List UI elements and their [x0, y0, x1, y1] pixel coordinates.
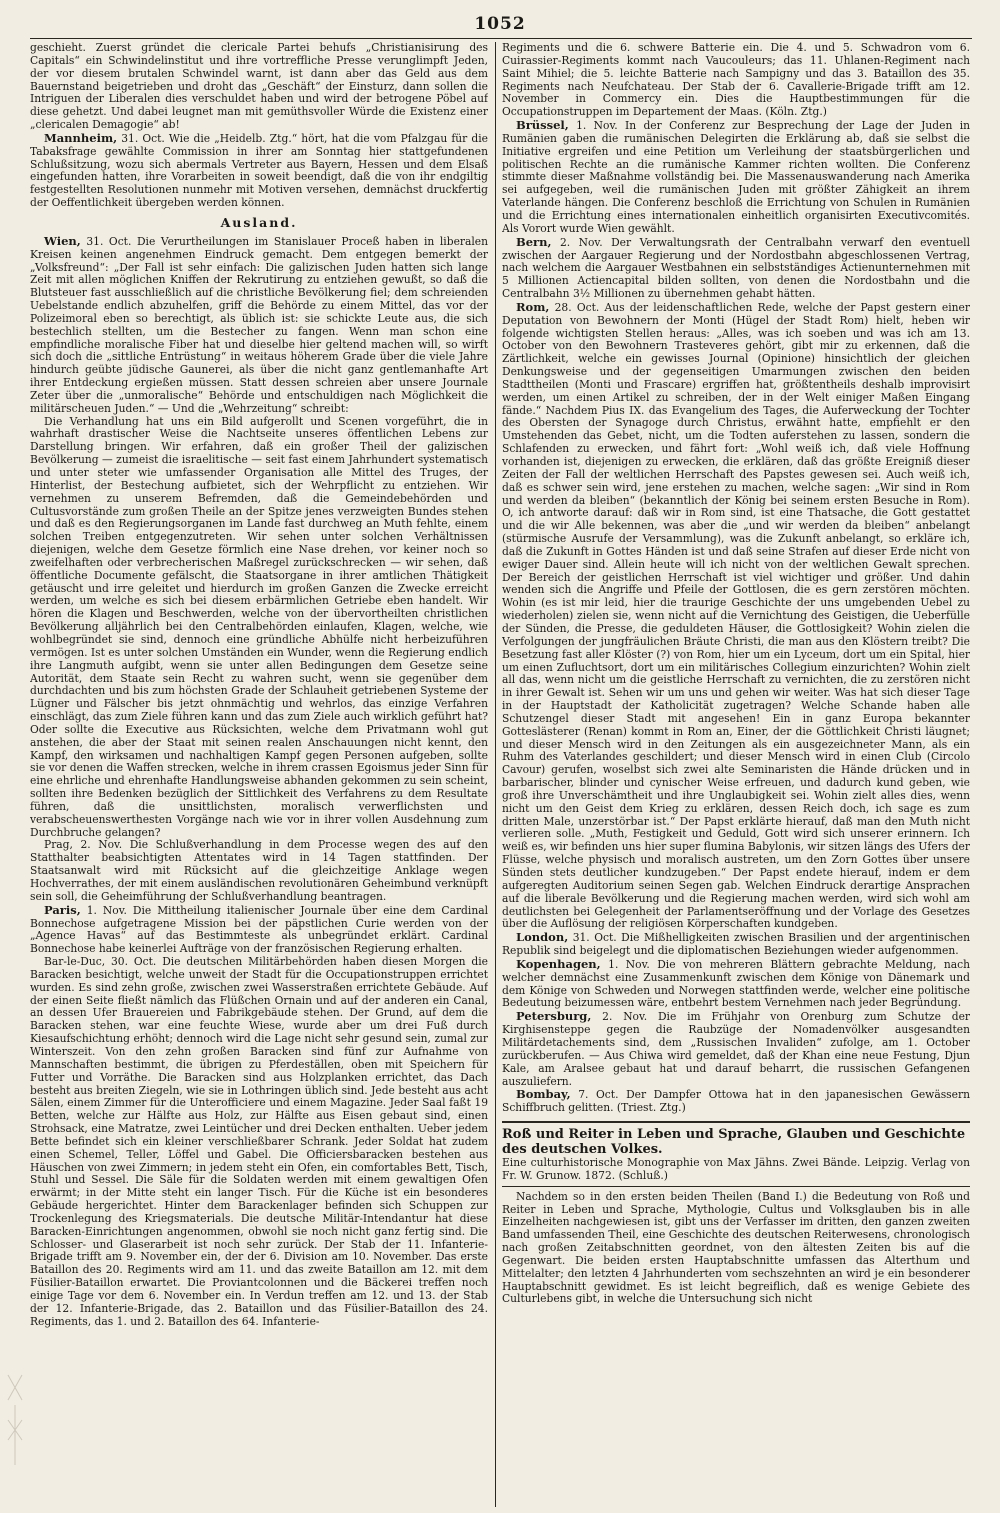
dateline-mannheim: Mannheim, — [44, 130, 118, 145]
article-rom — [502, 301, 970, 931]
article-london-text: 31. Oct. Die Mißhelligkeiten zwischen Brasilien und der argentinischen Republik sind beigelegt und die diplomatischen Beziehungen wieder aufgenommen. — [502, 931, 970, 958]
dateline-bombay: Bombay, — [516, 1087, 571, 1102]
article-kopenhagen — [502, 958, 970, 1010]
feuilleton-header — [502, 1121, 970, 1187]
article-wehrzeitung-quote: Die Verhandlung hat uns ein Bild aufgerollt und Scenen vorgeführt, die in wahrhaft drastischer Weise die Nachtseite unseres öffentlichen Lebens zur Darstellung bringen. Wir erfahren, daß ein großer Theil der galizischen Bevölkerung — zumeist die israelitische — seit fast einem Jahrhundert systematisch und unter steter wie umfassender Organisation alle Mittel des Truges, der Hinterlist, der Bestechung aufbietet, sich der Wehrpflicht zu entziehen. Wir vernehmen zu unserem Befremden, daß die Gemeindebehörden und Cultusvorstände zum großen Theile an der Spitze jenes verzweigten Bundes stehen und daß es den Regierungsorganen im Lande fast durchweg an Muth fehlte, einem solchen Treiben entgegenzutreten. Wir sehen unter solchen Verhältnissen diejenigen, welche dem Gesetze förmlich eine Nase drehen, vor keiner noch so zweifelhaften oder verbrecherischen Maßregel zurückschrecken — wir sehen, daß öffentliche Documente gefälscht, die Staatsorgane in ihrer amtlichen Thätigkeit getäuscht und irre geleitet und hierdurch im großen Ganzen die Zwecke erreicht werden, um welche es sich bei diesem erbärmlichen Getriebe eben handelt. Wir hören die Klagen und Beschwerden, welche von der übervortheilten christlichen Bevölkerung alljährlich bei den Centralbehörden einlaufen, Klagen, welche, wie wohlbegründet sie sind, dennoch eine gründliche Abhülfe nicht herbeizuführen vermögen. Ist es unter solchen Umständen ein Wunder, wenn die Regierung endlich ihre Langmuth aufgibt, wenn sie unter allen Bedingungen dem Gesetze seine Autorität, dem Staate sein Recht zu wahren sucht, wenn sie gegenüber dem durchdachten und bis zum höchsten Grade der Schlauheit getriebenen Systeme der Lügner und Fälscher bis jetzt ohnmächtig und wehrlos, das einzige Verfahren einschlägt, das zum Ziele führen kann und das zum Ziele auch wirklich geführt hat? Oder sollte die Executive aus Rücksichten, welche dem Privatmann wohl gut anstehen, die aber der Staat mit seinen realen Anschauungen nicht kennt, den Kampf, den wirksamen und nachhaltigen Kampf gegen Personen aufgeben, sollte sie vor denen die Waffen strecken, welche in ihrem crassen Egoismus jeder Sinn für eine ehrliche und ehrenhafte Handlungsweise abhanden gekommen zu sein scheint, sollten ihre Bedenken bezüglich der Sittlichkeit des Verfahrens zu dem Resultate führen, daß die unsittlichsten, moralisch verwerflichsten und verabscheuenswerthesten Vorgänge nach wie vor in ihrer vollen Ausdehnung zum Durchbruche gelangen? — [30, 414, 488, 839]
dateline-paris: Paris, — [44, 902, 81, 917]
article-bruessel-text: 1. Nov. In der Conferenz zur Besprechung der Lage der Juden in Rumänien gaben die rumänischen Delegirten die Erklärung ab, daß sie selbst die Initiative ergreifen und eine Petition um Verleihung der staatsbürgerlichen und politischen Rechte an die rumänische Kammer richten wollten. Die Conferenz stimmte dieser Maßnahme vollständig bei. Die Massenauswanderung nach Amerika sei aufgegeben, weil die rumänischen Juden mit größter Zähigkeit an ihrem Vaterlande hängen. Die Conferenz beschloß die Errichtung von Schulen in Rumänien und die Errichtung eines internationalen einheitlich organisirten Executivcomités. Als Vorort wurde Wien gewählt. — [502, 119, 970, 235]
article-bruessel — [502, 119, 970, 236]
article-mannheim-text: 31. Oct. Wie die „Heidelb. Ztg.“ hört, hat die vom Pfalzgau für die Tabaksfrage gewählte Commission in ihrer am Sonntag hier stattgefundenen Schlußsitzung, wozu sich abermals Vertreter aus Bayern, Hessen und dem Elsaß eingefunden hatten, ihre Vorarbeiten in soweit beendigt, daß die von ihr endgiltig festgestellten Resolutionen nunmehr mit Motiven versehen, demnächst druckfertig der Oeffentlichkeit übergeben werden können. — [30, 131, 488, 210]
article-wien — [30, 235, 488, 416]
article-paris-text: 1. Nov. Die Mittheilung italienischer Journale über eine dem Cardinal Bonnechose aufgetragene Mission bei der päpstlichen Curie werden von der „Agence Havas“ auf das Bestimmteste als unbegründet erklärt. Cardinal Bonnechose habe keinerlei Aufträge von der französischen Regierung erhalten. — [30, 903, 488, 956]
column-divider — [495, 42, 496, 1507]
article-wien-text: 31. Oct. Die Verurtheilungen im Stanislauer Proceß haben in liberalen Kreisen keinen angenehmen Eindruck gemacht. Dem entgegen bemerkt der „Volksfreund“: „Der Fall ist sehr einfach: Die galizischen Juden hatten sich lange Zeit mit allen möglichen Kniffen der Rekrutirung zu entziehen gewußt, so daß die Blutsteuer fast ausschließlich auf die christliche Bevölkerung fiel; dem schreienden Uebelstande endlich abzuhelfen, griff die Behörde zu einem Mittel, das vor der Polizeimoral eben so berechtigt, als üblich ist: sie schickte Leute aus, die sich bestechlich stellten, um die Bestecher zu fangen. Wenn man schon eine empfindliche moralische Fiber hat und dieselbe hier geltend machen will, so wirft sich doch die „sittliche Entrüstung“ in weitaus höherem Grade über die viele Jahre hindurch geübte jüdische Gaunerei, als über die nicht ganz gentlemanhafte Art ihrer Entdeckung ergießen müssen. Statt dessen schreien aber unsere Journale Zeter über die „unmoralische“ Behörde und entschuldigen nach Möglichkeit die militärscheuen Juden.“ — Und die „Wehrzeitung“ schreibt: — [30, 234, 488, 415]
article-continuation: geschieht. Zuerst gründet die clericale Partei behufs „Christianisirung des Capitals“ ein Schwindelinstitut und ihre vortreffliche Presse verunglimpft Jeden, der vor diesem brutalen Schwindel warnt, ist dann aber das Geld aus dem Bauernstand beigetrieben und droht das „Geschäft“ der Einsturz, dann sollen die Intriguen der Liberalen dies verschuldet haben und wird der betrogene Pöbel auf diese gehetzt. Und dabei leugnet man mit gemüthsvoller Würde die Existenz einer „clericalen Demagogie“ ab! — [30, 42, 488, 132]
article-mannheim — [30, 132, 488, 210]
article-paris — [30, 904, 488, 956]
library-stamp-mark — [4, 1370, 26, 1470]
article-prag: Prag, 2. Nov. Die Schlußverhandlung in dem Processe wegen des auf den Statthalter beabsichtigten Attentates wird in 14 Tagen stattfinden. Der Staatsanwalt wird mit Rücksicht auf die gleichzeitige Anklage wegen Hochverrathes, der mit einem ausländischen revolutionären Geheimbund verknüpft sein soll, die Geheimführung der Schlußverhandlung beantragen. — [30, 838, 488, 903]
dateline-kopenhagen: Kopenhagen, — [516, 956, 601, 971]
dateline-bern: Bern, — [516, 234, 552, 249]
article-bern — [502, 236, 970, 301]
dateline-bruessel: Brüssel, — [516, 118, 569, 133]
feuilleton-body: Nachdem so in den ersten beiden Theilen (Band I.) die Bedeutung von Roß und Reiter in Leben und Sprache, Mythologie, Cultus und Volksglauben bis in alle Einzelheiten nachgewiesen ist, gibt uns der Verfasser im dritten, den ganzen zweiten Band umfassenden Theil, eine Geschichte des deutschen Reiterwesens, chronologisch nach großen Zeitabschnitten geordnet, von den ältesten Zeiten bis auf die Gegenwart. Die beiden ersten Hauptabschnitte umfassen das Alterthum und Mittelalter; den letzten 4 Jahrhunderten vom sechszehnten an wird je ein besonderer Hauptabschnitt gewidmet. Es ist leicht begreiflich, daß es wenige Gebiete des Culturlebens gibt, in welche die Untersuchung sich nicht — [502, 1189, 970, 1306]
dateline-wien: Wien, — [44, 233, 81, 248]
header-rule — [30, 38, 972, 39]
dateline-london: London, — [516, 930, 569, 945]
left-column — [30, 42, 488, 1502]
article-kopenhagen-text: 1. Nov. Die von mehreren Blättern gebrachte Meldung, nach welcher demnächst eine Zusammenkunft zwischen dem Könige von Dänemark und dem Könige von Schweden und Norwegen stattfinden werde, welcher eine politische Bedeutung beizumessen wäre, entbehrt bestem Vernehmen nach jeder Begründung. — [502, 957, 970, 1010]
dateline-petersburg: Petersburg, — [516, 1009, 592, 1024]
article-continuation-right: Regiments und die 6. schwere Batterie ein. Die 4. und 5. Schwadron vom 6. Cuirassier-Regiments kommt nach Vaucouleurs; das 11. Uhlanen-Regiment nach Saint Mihiel; die 5. leichte Batterie nach Sampigny und das 3. Bataillon des 35. Regiments nach Neufchateau. Der Stab der 6. Cavallerie-Brigade trifft am 12. November in Commercy ein. Dies die Hauptbestimmungen für die Occupationstruppen im Departement der Maas. (Köln. Ztg.) — [502, 42, 970, 119]
article-petersburg-text: 2. Nov. Die im Frühjahr von Orenburg zum Schutze der Kirghisensteppe gegen die Raubzüge der Nomadenvölker ausgesandten Militärdetachements sind, dem „Russischen Invaliden“ zufolge, am 1. October zurückberufen. — Aus Chiwa wird gemeldet, daß der Khan eine neue Festung, Djun Kale, am Aralsee gebaut hat und darauf beharrt, die russischen Gefangenen auszuliefern. — [502, 1010, 970, 1088]
dateline-rom: Rom, — [516, 299, 550, 314]
article-bombay — [502, 1088, 970, 1115]
section-heading-ausland: Ausland. — [220, 214, 298, 230]
article-bombay-text: 7. Oct. Der Dampfer Ottowa hat in den japanesischen Gewässern Schiffbruch gelitten. (Triest. Ztg.) — [502, 1088, 970, 1115]
right-column — [502, 42, 970, 1502]
article-rom-text: 28. Oct. Aus der leidenschaftlichen Rede, welche der Papst gestern einer Deputation von Bewohnern der Monti (Hügel der Stadt Rom) hielt, heben wir folgende wichtigsten Stellen heraus: „Alles, was ich soeben und was ich am 13. October von den Bewohnern Trasteveres gehört, gibt mir zu erkennen, daß die Zärtlichkeit, welche ein gewisses Journal (Opinione) hinsichtlich der gleichen Denkungsweise und der gegenseitigen Umarmungen zwischen den beiden Stadttheilen (Monti und Frascare) ergriffen hat, größtentheils deshalb improvisirt werden, um einen Artikel zu schreiben, der in der Welt einiger Maßen Eingang fände.“ Nachdem Pius IX. das Evangelium des Tages, die Auferweckung der Tochter des Obersten der Synagoge durch Christus, erwähnt hatte, empfiehlt er den Umstehenden das Gebet, nicht, um die Todten auferstehen zu lassen, sondern die Schlafenden zu erwecken, und fährt fort: „Wohl weiß ich, daß viele Hoffnung vorhanden ist, diejenigen zu erwecken, die erklären, daß das größte Ereigniß dieser Zeiten der Fall der weltlichen Herrschaft des Papstes gewesen sei. Auch weiß ich, daß es schwer sein wird, jene erstehen zu machen, welche sagen: „Wir sind in Rom und werden da bleiben“ (bekanntlich der König bei seinem ersten Besuche in Rom). O, ich antworte darauf: daß wir in Rom sind, ist eine Thatsache, die Gott gestattet und die wir Alle bekennen, was aber die „und wir werden da bleiben“ anbelangt (stürmische Ausrufe der Versammlung), was die Zukunft anbelangt, so erkläre ich, daß die Zukunft in Gottes Händen ist und daß seine Strafen auf dieser Erde nicht von ewiger Dauer sind. Allein heute will ich nicht von der weltlichen Gewalt sprechen. Der Bereich der geistlichen Herrschaft ist viel wichtiger und größer. Und dahin wenden sich die Angriffe und Pfeile der Gottlosen, die es gern zerstören möchten. Wohin (es ist mir leid, hier die traurige Geschichte der uns umgebenden Uebel zu wiederholen) zielen sie, wenn nicht auf die Vernichtung des Geistigen, die Ueberfülle der Sünden, die Presse, die geduldeten Häuser, die Gottlosigkeit? Wohin zielen die Verfolgungen der jungfräulichen Bräute Christi, die man aus den Klöstern treibt? Die Besetzung fast aller Klöster (?) von Rom, hier um ein Lyceum, dort um ein Spital, hier um einen Zufluchtsort, dort um ein militärisches Collegium einzurichten? Wohin zielt all das, wenn nicht um die geistliche Herrschaft zu vernichten, die zu zerstören nicht in ihrer Gewalt ist. Sehen wir um uns und gehen wir weiter. Was hat sich dieser Tage in der Hauptstadt der Katholicität zugetragen? Welche Schande haben alle Schutzengel dieser Stadt mit angesehen! Ein in ganz Europa bekannter Gotteslästerer (Renan) kommt in Rom an, Einer, der die Göttlichkeit Christi läugnet; und dieser Mensch wird in den Zeitungen als ein ausgezeichneter Mann, als ein Ruhm des Vaterlandes geschildert; und dieser Mensch wird in einen Club (Circolo Cavour) gerufen, woselbst sich zwei alte Seminaristen die Hände drücken und in barbarischer, blinder und cynischer Weise erfreuen, und dadurch kund geben, wie groß ihre Unverschämtheit und ihre Unglaubigkeit sei. Wohin zielt alles dies, wenn nicht um den Geist dem Krieg zu erklären, dessen Reich doch, ich sage es zum dritten Male, unzerstörbar ist.“ Der Papst erklärte hierauf, daß man den Muth nicht verlieren solle. „Muth, Festigkeit und Geduld, Gott wird sich unserer erinnern. Ich weiß es, wir befinden uns hier super flumina Babylonis, wir sitzen längs des Ufers der Flüsse, welche physisch und moralisch austreten, um den Zorn Gottes über unsere Sünden stets deutlicher kundzugeben.“ Der Papst endete hierauf, indem er dem aufgeregten Auditorium seinen Segen gab. Welchen Eindruck derartige Ansprachen auf die liberale Bevölkerung und die Regierung machen werden, wird sich wohl am deutlichsten bei Gelegenheit der Parlamentseröffnung und der Vorlage des Gesetzes über die Auflösung der religiösen Körperschaften kundgeben. — [502, 300, 970, 931]
article-bern-text: 2. Nov. Der Verwaltungsrath der Centralbahn verwarf den eventuell zwischen der Aargauer Regierung und der Nordostbahn abgeschlossenen Vertrag, nach welchem die Aargauer Westbahnen ein selbstständiges Actienunternehmen mit 5 Millionen Actiencapital bilden sollten, von denen die Nordostbahn und die Centralbahn 3½ Millionen zu übernehmen gehabt hätten. — [502, 235, 970, 301]
article-petersburg — [502, 1010, 970, 1088]
page-number: 1052 — [474, 14, 526, 34]
article-bar-le-duc: Bar-le-Duc, 30. Oct. Die deutschen Militärbehörden haben diesen Morgen die Baracken besichtigt, welche unweit der Stadt für die Occupationstruppen errichtet wurden. Es sind zehn große, zwischen zwei Wasserstraßen errichtete Gebäude. Auf der einen Seite fließt nämlich das Flüßchen Ornain und auf der anderen ein Canal, an dessen Ufer Brauereien und Fabrikgebäude stehen. Der Grund, auf dem die Baracken stehen, war eine feuchte Wiese, wurde aber um drei Fuß durch Kiesaufschichtung erhöht; dennoch wird die Lage nicht sehr gesund sein, zumal zur Winterszeit. Von den zehn großen Baracken sind fünf zur Aufnahme von Mannschaften bestimmt, die übrigen zu Pferdeställen, oben mit Speichern für Futter und Vorräthe. Die Baracken sind aus Holzplanken errichtet, das Dach besteht aus breiten Ziegeln, wie sie in Lothringen üblich sind. Jede besteht aus acht Sälen, einem Zimmer für die Unterofficiere und einem Magazine. Jeder Saal faßt 19 Betten, welche zur Hälfte aus Holz, zur Hälfte aus Eisen gebaut sind, einen Strohsack, eine Matratze, zwei Leintücher und drei Decken enthalten. Ueber jedem Bette befindet sich ein kleiner verschließbarer Schrank. Jeder Soldat hat zudem einen Schemel, Teller, Löffel und Gabel. Die Officiersbaracken bestehen aus Häuschen von zwei Zimmern; in jedem steht ein Ofen, ein comfortables Bett, Tisch, Stuhl und Sessel. Die Säle für die Soldaten werden mit einem gewaltigen Ofen erwärmt; in der Mitte steht ein langer Tisch. Für die Küche ist ein besonderes Gebäude hergerichtet. Hinter dem Barackenlager befinden sich Schuppen zur Trockenlegung des Kriegsmaterials. Die deutsche Militär-Intendantur hat diese Baracken-Einrichtungen angenommen, obwohl sie noch nicht ganz fertig sind. Die Schlosser- und Glaserarbeit ist noch sehr zurück. Der Stab der 11. Infanterie-Brigade trifft am 9. November ein, der der 6. Division am 10. November. Das erste Bataillon des 20. Regiments wird am 11. und das zweite Bataillon am 12. mit dem Füsilier-Bataillon erwartet. Die Proviantcolonnen und die Bäckerei treffen noch einige Tage vor dem 6. November ein. In Verdun treffen am 12. und 13. der Stab der 12. Infanterie-Brigade, das 2. Bataillon und das Füsilier-Bataillon des 24. Regiments, das 1. und 2. Bataillon des 64. Infanterie- — [30, 955, 488, 1328]
feuilleton-byline: Eine culturhistorische Monographie von Max Jähns. Zwei Bände. Leipzig. Verlag von Fr. W. Grunow. 1872. (Schluß.) — [502, 1156, 970, 1182]
article-london — [502, 931, 970, 958]
feuilleton-title: Roß und Reiter in Leben und Sprache, Glauben und Geschichte des deutschen Volkes. — [502, 1127, 966, 1158]
